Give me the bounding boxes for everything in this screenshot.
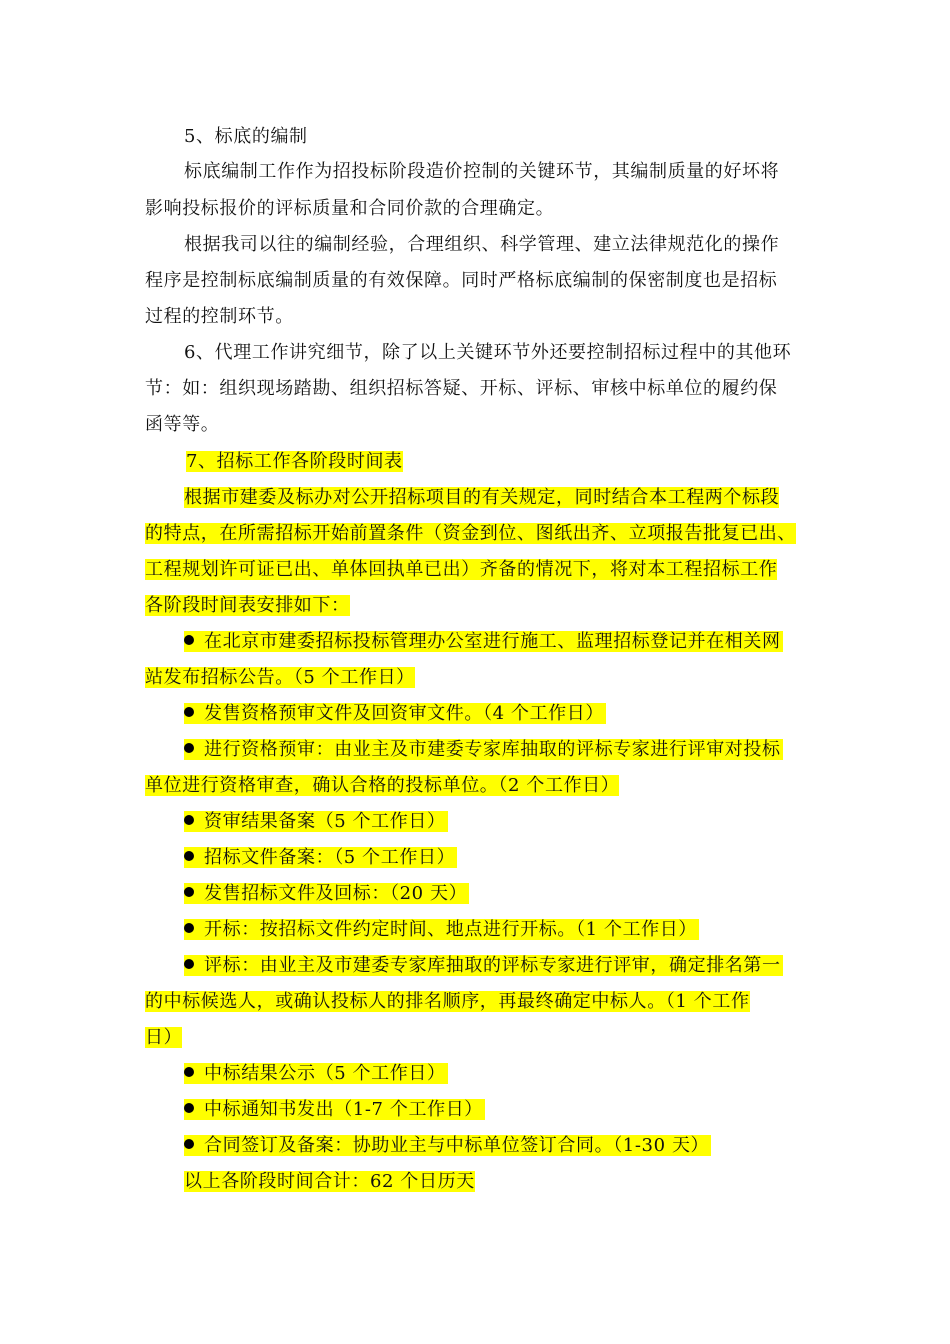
paragraph-line: 程序是控制标底编制质量的有效保障。同时严格标底编制的保密制度也是招标	[145, 270, 778, 291]
bullet-item: 合同签订及备案：协助业主与中标单位签订合同。（1-30 天）	[184, 1134, 824, 1158]
section-6-line: 节：如：组织现场踏勘、组织招标答疑、开标、评标、审核中标单位的履约保	[145, 378, 778, 399]
bullet-item: 开标：按招标文件约定时间、地点进行开标。（1 个工作日）	[184, 918, 824, 942]
bullet-continuation: 站发布招标公告。（5 个工作日）	[145, 667, 415, 688]
section-7-heading: 7、招标工作各阶段时间表	[186, 451, 403, 472]
bullet-continuation: 的中标候选人，或确认投标人的排名顺序，再最终确定中标人。（1 个工作	[145, 991, 750, 1012]
bullet-item: 发售资格预审文件及回资审文件。（4 个工作日）	[184, 702, 824, 726]
intro-line: 工程规划许可证已出、单体回执单已出）齐备的情况下，将对本工程招标工作	[145, 559, 778, 580]
intro-line: 根据市建委及标办对公开招标项目的有关规定，同时结合本工程两个标段	[184, 487, 780, 508]
bullet-icon	[184, 707, 194, 717]
bullet-icon	[184, 1139, 194, 1149]
bullet-icon	[184, 923, 194, 933]
section-5-heading: 5、标底的编制	[184, 126, 308, 147]
bullet-item: 在北京市建委招标投标管理办公室进行施工、监理招标登记并在相关网	[184, 630, 824, 654]
bullet-icon	[184, 1103, 194, 1113]
bullet-item: 资审结果备案（5 个工作日）	[184, 810, 824, 834]
paragraph-line: 标底编制工作作为招投标阶段造价控制的关键环节，其编制质量的好坏将	[184, 161, 780, 182]
bullet-item: 评标：由业主及市建委专家库抽取的评标专家进行评审，确定排名第一	[184, 954, 824, 978]
bullet-icon	[184, 851, 194, 861]
bullet-icon	[184, 959, 194, 969]
section-6-line: 6、代理工作讲究细节，除了以上关键环节外还要控制招标过程中的其他环	[184, 342, 792, 363]
bullet-icon	[184, 1067, 194, 1077]
bullet-continuation: 日）	[145, 1027, 183, 1048]
paragraph-line: 根据我司以往的编制经验，合理组织、科学管理、建立法律规范化的操作	[184, 234, 780, 255]
bullet-icon	[184, 887, 194, 897]
total-line: 以上各阶段时间合计：62 个日历天	[184, 1171, 475, 1192]
bullet-continuation: 单位进行资格审查，确认合格的投标单位。（2 个工作日）	[145, 775, 620, 796]
intro-line: 各阶段时间表安排如下：	[145, 595, 350, 616]
bullet-icon	[184, 815, 194, 825]
bullet-item: 发售招标文件及回标：（20 天）	[184, 882, 824, 906]
paragraph-line: 影响投标报价的评标质量和合同价款的合理确定。	[145, 198, 555, 219]
bullet-icon	[184, 635, 194, 645]
bullet-item: 中标结果公示（5 个工作日）	[184, 1062, 824, 1086]
intro-line: 的特点，在所需招标开始前置条件（资金到位、图纸出齐、立项报告批复已出、	[145, 523, 796, 544]
section-6-line: 函等等。	[145, 414, 220, 435]
bullet-item: 中标通知书发出（1-7 个工作日）	[184, 1098, 824, 1122]
bullet-item: 招标文件备案：（5 个工作日）	[184, 846, 824, 870]
bullet-icon	[184, 743, 194, 753]
paragraph-line: 过程的控制环节。	[145, 306, 294, 327]
bullet-item: 进行资格预审：由业主及市建委专家库抽取的评标专家进行评审对投标	[184, 738, 824, 762]
